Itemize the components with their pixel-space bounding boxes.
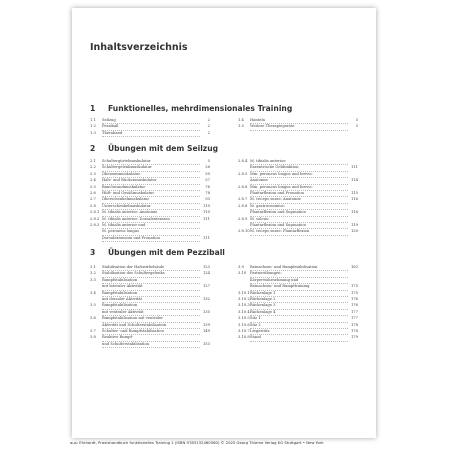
entry-title: Exzentrische Gehfunktion [250, 165, 348, 171]
entry-page: 177 [350, 309, 358, 314]
entry-title: Schultergelenkmuskulatur [102, 165, 200, 171]
entry-title: Hanteln [250, 118, 348, 124]
entry-page: 50 [205, 171, 210, 176]
toc-entry [238, 335, 358, 341]
entry-page: 2 [207, 124, 210, 129]
entry-title: Mm. peroneus longus und brevis: [250, 172, 348, 178]
entry-page: 3 [355, 118, 358, 122]
entry-page: 26 [205, 165, 210, 170]
entry-page: 127 [202, 284, 210, 289]
entry-page: 178 [350, 322, 358, 327]
entry-number: 3.10.1 [238, 290, 250, 295]
entry-title: mit lateraler Aktivität [102, 284, 200, 290]
entry-number: 2.7 [90, 197, 96, 202]
entry-title: Plantarflexion und Supination [250, 210, 348, 216]
entry-page: 119 [350, 223, 358, 228]
entry-page: 139 [202, 322, 210, 327]
entry-title: Unterschenkelmuskulatur [102, 204, 200, 210]
entry-page: 123 [202, 265, 210, 269]
entry-page: 124 [202, 271, 210, 276]
entry-title: Rumpfstabilisation [102, 278, 200, 284]
entry-title: M. soleus: [250, 217, 348, 223]
entry-number: 3.10.8 [238, 335, 250, 340]
entry-title: M. peroneus longus [102, 229, 200, 235]
entry-number: 3.6 [90, 316, 96, 321]
chapter-number: 2 [90, 144, 96, 153]
entry-number: 2.8 [90, 203, 96, 208]
entry-page: 179 [350, 335, 358, 340]
entry-page: 178 [350, 329, 358, 334]
entry-page: 175 [350, 290, 358, 295]
entry-number: 3.4 [90, 290, 96, 295]
toc-entry [90, 131, 210, 137]
toc-entry [90, 342, 210, 348]
entry-title: und Schulterstabilisation [102, 342, 200, 348]
entry-page: 110 [202, 210, 210, 215]
entry-title: M. triceps surae: Plantarflexion [250, 229, 348, 235]
entry-page: 135 [202, 309, 210, 314]
entry-page: 2 [207, 130, 210, 135]
chapter-title: Übungen mit dem Seilzug [108, 144, 219, 153]
entry-number: 1.1 [90, 118, 96, 122]
entry-title: Reaktive Rumpf- [102, 335, 200, 341]
entry-number: 2.5 [90, 184, 96, 189]
entry-title: Sitz 2 [250, 323, 348, 329]
chapter-heading-3 [90, 248, 360, 257]
book-page [72, 8, 376, 438]
entry-number: 2.2 [90, 165, 96, 170]
entry-number: 3.1 [90, 265, 96, 269]
entry-number: 2.6 [90, 191, 96, 196]
entry-title: Stand [250, 335, 348, 341]
entry-page: 114 [350, 178, 358, 183]
chapter-title: Übungen mit dem Pezziball [108, 248, 225, 257]
entry-page: 115 [350, 191, 358, 196]
entry-number: 3.10.5 [238, 316, 250, 321]
entry-page: 149 [202, 329, 210, 334]
entry-number: 3.10.6 [238, 322, 250, 327]
chapter-heading-2 [90, 144, 360, 153]
entry-number: 3.10.7 [238, 329, 250, 334]
entry-number [90, 342, 102, 348]
entry-title: Mm. peroneus longus und brevis: [250, 185, 348, 191]
chapter-3-left-column [90, 265, 210, 348]
entry-title: Dorsalextension und Pronation [102, 236, 200, 242]
entry-title: Pezziball [102, 124, 200, 130]
entry-title: Rückenlage 1 [250, 291, 348, 297]
entry-title: Plantarflexion und Pronation [250, 191, 348, 197]
entry-number: 3.10.2 [238, 297, 250, 302]
entry-number: 3.8 [90, 335, 96, 340]
toc-entry [238, 124, 358, 130]
entry-page: 116 [350, 210, 358, 215]
entry-page: 111 [202, 216, 210, 221]
entry-title: Rückenlage 4 [250, 310, 348, 316]
chapter-number: 1 [90, 104, 96, 113]
entry-number: 2.8.4 [238, 159, 248, 163]
chapter-heading-1 [90, 104, 360, 113]
entry-title: Oberschenkelmuskulatur [102, 197, 200, 203]
entry-page: 175 [350, 284, 358, 289]
entry-number: 3.10.3 [238, 303, 250, 308]
entry-page: 57 [205, 178, 210, 183]
entry-title: M. tibialis anterior: Anatomie [102, 210, 200, 216]
entry-number: 2.8.3 [90, 223, 100, 228]
entry-page: 177 [350, 316, 358, 321]
entry-number: 3.3 [90, 277, 96, 282]
entry-page: 153 [202, 341, 210, 346]
entry-title: Liegestütz [250, 329, 348, 335]
entry-title: Beinachsen- und Rumpftraining [250, 284, 348, 290]
entry-page: 5 [207, 159, 210, 163]
entry-number: 2.1 [90, 159, 96, 163]
entry-page: 176 [350, 303, 358, 308]
entry-number: 2.8.10 [238, 229, 250, 234]
entry-page: 78 [205, 191, 210, 196]
entry-title: Bauchwandmuskulatur [102, 185, 200, 191]
entry-page: 110 [202, 203, 210, 208]
entry-title: Rumpfstabilisation [102, 291, 200, 297]
entry-page: 176 [350, 297, 358, 302]
entry-number: 3.2 [90, 271, 96, 276]
entry-title: Rumpfstabilisation mit ventraler [102, 316, 200, 322]
entry-title: Weitere Therapiegeräte [250, 124, 348, 130]
entry-number: 2.3 [90, 171, 96, 176]
entry-page: 2 [207, 118, 210, 122]
entry-title: mit ventraler Aktivität [102, 310, 200, 316]
entry-number: 2.8.9 [238, 216, 248, 221]
entry-title: Oberarmmuskulatur [102, 172, 200, 178]
entry-title: Hals- und Rückenmuskulatur [102, 178, 200, 184]
entry-number: 2.8.6 [238, 184, 248, 189]
entry-title: M. gastrocnemius: [250, 204, 348, 210]
entry-title: Rückenlage 3 [250, 303, 348, 309]
entry-title: Beinachsen- und Rumpfstabilisation [250, 265, 348, 271]
entry-number: 3.10 [238, 271, 247, 276]
entry-page: 76 [205, 184, 210, 189]
entry-number: 3.10.4 [238, 309, 250, 314]
entry-number: 1.5 [238, 124, 244, 129]
entry-page: 3 [355, 124, 358, 129]
entry-title: M. tibialis anterior und [102, 223, 200, 229]
entry-title: Hüft- und Gesäßmuskulatur [102, 191, 200, 197]
entry-number: 3.9 [238, 265, 244, 269]
chapter-1-right-column [238, 118, 358, 131]
entry-title: Aktivität und Schulterstabilisation [102, 323, 200, 329]
entry-page: 93 [205, 197, 210, 202]
entry-title: Stabilisation des Schultergelenks [102, 271, 200, 277]
source-footer: aus: Ehrhardt, Praxishandbuch funktionelles Training 1 (ISBN 9783132460560) © 2025 Georg Thieme Verlag KG Stuttgart • New York [70, 440, 324, 445]
entry-title: M. tibialis anterior: [250, 159, 348, 165]
entry-title: Rückenlage 2 [250, 297, 348, 303]
entry-title: Stabilisation der Halswirbelsäule [102, 265, 200, 271]
entry-title: mit dorsaler Aktivität [102, 297, 200, 303]
entry-number: 1.4 [238, 118, 244, 122]
entry-page: 111 [350, 165, 358, 170]
toc-entry [90, 236, 210, 242]
entry-page: 132 [202, 297, 210, 302]
entry-title: Theraband [102, 131, 200, 137]
entry-title: Körperwahrnehmung und [250, 278, 348, 284]
chapter-3-right-column [238, 265, 358, 342]
entry-number: 1.3 [90, 130, 96, 135]
toc-title: Inhaltsverzeichnis [90, 42, 188, 53]
entry-title: Plantarflexion und Supination [250, 223, 348, 229]
chapter-title: Funktionelles, mehrdimensionales Training [108, 104, 293, 113]
chapter-number: 3 [90, 248, 96, 257]
entry-number: 1.2 [90, 124, 96, 129]
entry-number: 2.8.1 [90, 210, 100, 215]
entry-number: 3.7 [90, 329, 96, 334]
entry-number: 3.5 [90, 303, 96, 308]
entry-page: 120 [350, 229, 358, 234]
entry-title: M. tibialis anterior: Dorsalextension [102, 217, 200, 223]
toc-entry [238, 229, 358, 235]
chapter-1-left-column [90, 118, 210, 137]
chapter-2-left-column [90, 159, 210, 242]
entry-number: 2.8.5 [238, 171, 248, 176]
entry-title: Seilzug [102, 118, 200, 124]
entry-number [90, 236, 102, 242]
entry-page: 116 [350, 197, 358, 202]
entry-number: 2.4 [90, 178, 96, 183]
entry-number: 2.8.8 [238, 203, 248, 208]
entry-title: Anatomie [250, 178, 348, 184]
entry-number: 2.8.7 [238, 197, 248, 202]
entry-title: Sitz 1 [250, 316, 348, 322]
chapter-2-right-column [238, 159, 358, 236]
entry-title: M. triceps surae: Anatomie [250, 197, 348, 203]
entry-number: 2.8.2 [90, 216, 100, 221]
entry-title: Schultergürtelmuskulatur [102, 159, 200, 165]
entry-title: Partnerübungen: [250, 271, 348, 277]
entry-page: 162 [350, 265, 358, 269]
entry-title: Schulter- und Rumpfstabilisation [102, 329, 200, 335]
entry-title: Rumpfstabilisation [102, 303, 200, 309]
entry-page: 111 [202, 235, 210, 240]
